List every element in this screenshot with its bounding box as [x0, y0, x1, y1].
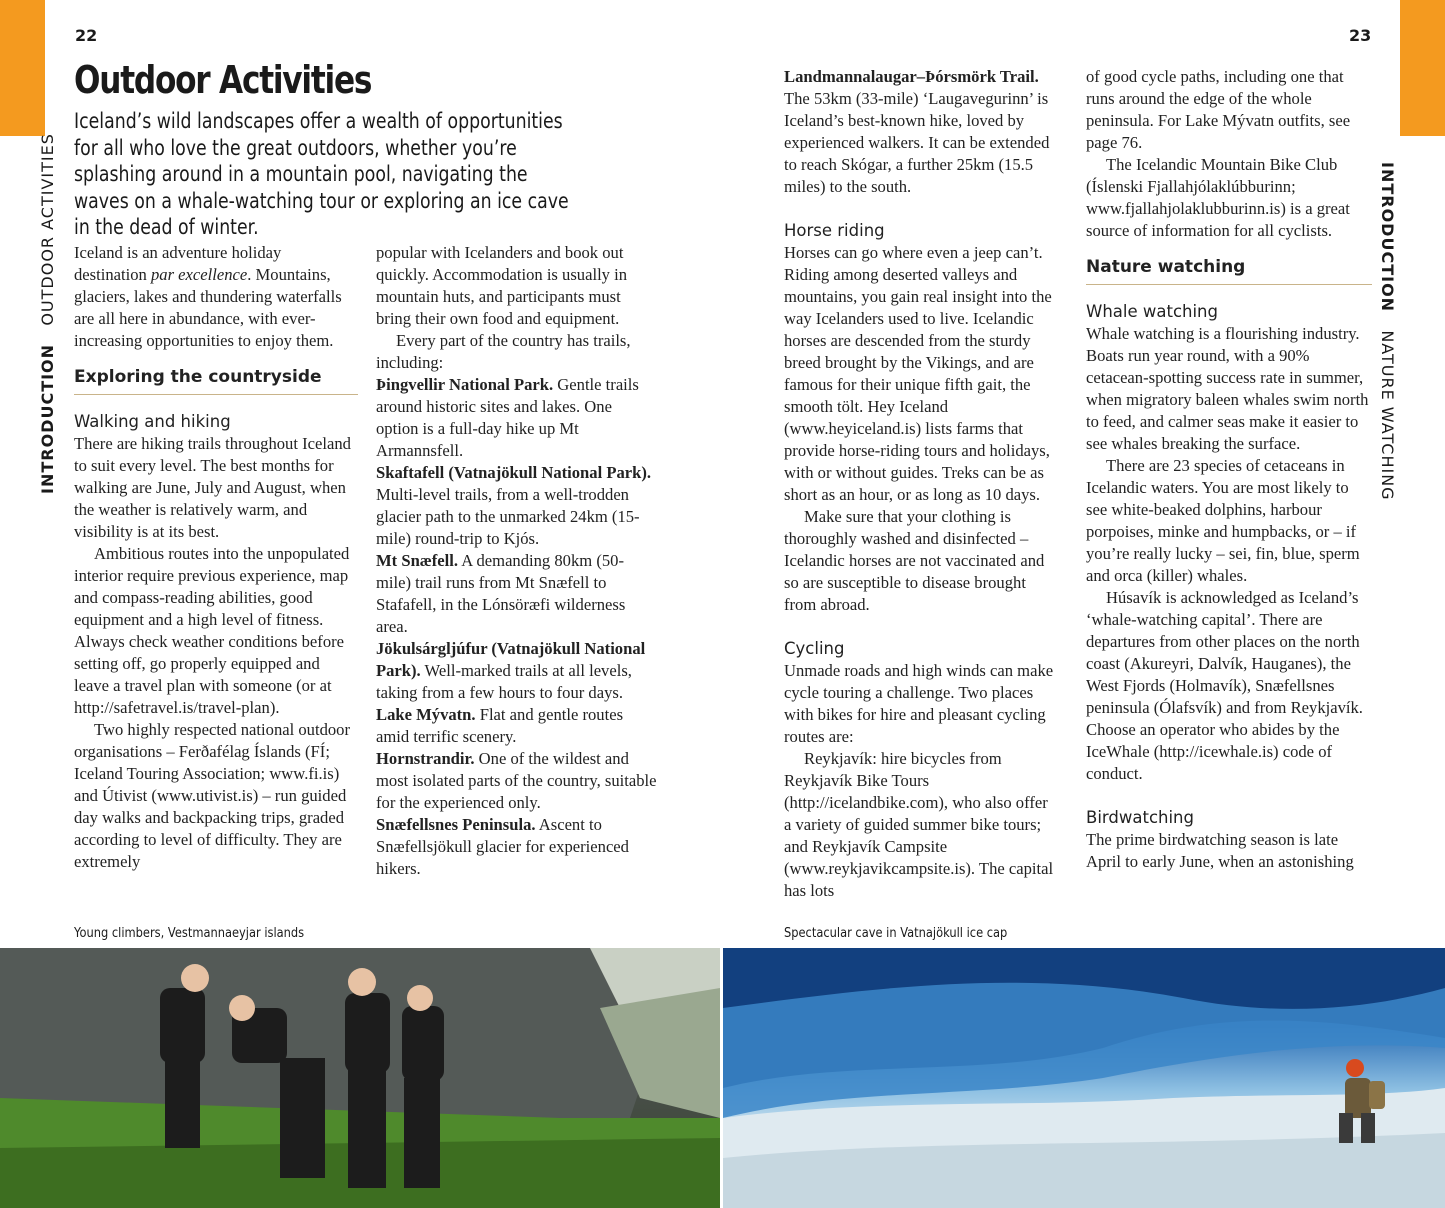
column-4	[1086, 66, 1372, 873]
trail-name: Þingvellir National Park.	[376, 375, 554, 394]
trail-name: Lake Mývatn.	[376, 705, 476, 724]
trail-text: Multi-level trails, from a well-trodden glacier path to the unmarked 24km (15-mile) round-trip to Kjós.	[376, 485, 640, 548]
side-tab-right-light: NATURE WATCHING	[1378, 330, 1397, 501]
climbers-illustration	[0, 948, 720, 1208]
trail-text: Ascent to Snæfellsjökull glacier for experienced hikers.	[376, 815, 629, 878]
text-run: . Mountains, glaciers, lakes and thundering waterfalls are all here in abundance, with ever-increasing opportunities to enjoy them.	[74, 265, 342, 350]
paragraph: of good cycle paths, including one that runs around the edge of the whole peninsula. For Lake Mývatn outfits, see page 76.	[1086, 67, 1351, 152]
trail-text: A demanding 80km (50-mile) trail runs from Mt Snæfell to Stafafell, in the Lónsöræfi wilderness area.	[376, 551, 626, 636]
page-number-left: 22	[75, 26, 98, 45]
side-tab-right-strong: INTRODUCTION	[1378, 162, 1397, 313]
paragraph: The prime birdwatching season is late April to early June, when an astonishing	[1086, 830, 1354, 871]
trail-name: Skaftafell (Vatnajökull National Park).	[376, 463, 652, 482]
side-tab-left-strong: INTRODUCTION	[38, 343, 57, 494]
trail-entry	[376, 550, 658, 638]
spacer	[784, 198, 1058, 220]
page-title: Outdoor Activities	[74, 58, 372, 102]
trail-entry	[376, 704, 658, 748]
trail-text: One of the wildest and most isolated parts of the country, suitable for the experienced only.	[376, 749, 657, 812]
photo-ice-cave	[723, 948, 1445, 1208]
trail-text: The 53km (33-mile) ‘Laugavegurinn’ is Iceland’s best-known hike, loved by experienced walkers. It can be extended to reach Skógar, a further 25km (15.5 miles) to the south.	[784, 89, 1050, 196]
orange-tab-left	[0, 0, 45, 136]
trail-name: Hornstrandir.	[376, 749, 475, 768]
subheading-whale-watching: Whale watching	[1086, 302, 1218, 321]
side-tab-left-light: OUTDOOR ACTIVITIES	[38, 133, 57, 326]
intro-text: Iceland’s wild landscapes offer a wealth of opportunities for all who love the great outdoors, whether you’re splashing around in a mountain pool, navigating the waves on a whale-watching tour or exploring an ice cave in the dead of winter.	[74, 109, 569, 239]
column-1	[74, 242, 358, 873]
paragraph: Whale watching is a flourishing industry. Boats run year round, with a 90% cetacean-spotting success rate in summer, when migratory baleen whales swim north to feed, and calmer seas make it easier to see whales breaking the surface.	[1086, 324, 1369, 453]
spacer	[1086, 785, 1372, 807]
paragraph: Make sure that your clothing is thoroughly washed and disinfected – Icelandic horses are not vaccinated and so are susceptible to disease brought from abroad.	[784, 507, 1045, 614]
trail-name: Landmannalaugar–Þórsmörk Trail.	[784, 67, 1039, 86]
text-run: Iceland is an adventure holiday destination	[74, 243, 282, 284]
paragraph: Húsavík is acknowledged as Iceland’s ‘whale-watching capital’. There are departures from other places on the north coast (Akureyri, Dalvík, Hauganes), the West Fjords (Holmavík), Snæfellsnes peninsula (Ólafsvík) and from Reykjavík. Choose an operator who abides by the IceWhale (http://icewhale.is) code of conduct.	[1086, 588, 1363, 783]
italic-text: par excellence	[150, 265, 248, 284]
trail-text: Well-marked trails at all levels, taking from a few hours to four days.	[376, 661, 632, 702]
ice-cave-illustration	[723, 948, 1445, 1208]
subheading-walking: Walking and hiking	[74, 412, 231, 431]
paragraph: Ambitious routes into the unpopulated interior require previous experience, map and compass-reading abilities, good equipment and a high level of fitness. Always check weather conditions before setting off, go properly equipped and leave a travel plan with someone (or at http://safetravel.is/travel-plan).	[74, 544, 350, 717]
trail-name: Jökulsárgljúfur (Vatnajökull National Park).	[376, 639, 646, 680]
paragraph: Every part of the country has trails, including:	[376, 331, 631, 372]
subheading-birdwatching: Birdwatching	[1086, 808, 1194, 827]
trail-name: Snæfellsnes Peninsula.	[376, 815, 536, 834]
paragraph: Horses can go where even a jeep can’t. Riding among deserted valleys and mountains, you gain real insight into the way Icelanders used to live. Icelandic horses are descended from the sturdy breed brought by the Vikings, and are famous for their unique fifth gait, the smooth tölt. Hey Iceland (www.heyiceland.is) lists farms that provide horse-riding tours and holidays, with or without guides. Treks can be as short as an hour, or as long as 10 days.	[784, 243, 1052, 504]
column-3	[784, 66, 1058, 902]
paragraph	[74, 242, 358, 352]
caption-right: Spectacular cave in Vatnajökull ice cap	[784, 926, 1008, 941]
trail-entry	[376, 638, 658, 704]
side-tab-right	[1378, 162, 1397, 501]
subheading-horse-riding: Horse riding	[784, 221, 885, 240]
trail-text: Gentle trails around historic sites and lakes. One option is a full-day hike up Mt Armannsfell.	[376, 375, 639, 460]
column-2	[376, 242, 658, 880]
subheading-cycling: Cycling	[784, 639, 845, 658]
trail-entry	[784, 66, 1058, 198]
paragraph: The Icelandic Mountain Bike Club (Íslenski Fjallahjólaklúbburinn; www.fjallahjolaklubburinn.is) is a great source of information for all cyclists.	[1086, 155, 1350, 240]
side-tab-left	[38, 133, 57, 494]
trail-text: Flat and gentle routes amid terrific scenery.	[376, 705, 624, 746]
page-number-right: 23	[1349, 26, 1372, 45]
spacer	[784, 616, 1058, 638]
section-heading-countryside: Exploring the countryside	[74, 366, 358, 395]
trail-entry	[376, 814, 658, 880]
trail-entry	[376, 462, 658, 550]
section-heading-nature: Nature watching	[1086, 256, 1372, 285]
paragraph: There are 23 species of cetaceans in Icelandic waters. You are most likely to see white-beaked dolphins, harbour porpoises, minke and humpbacks, or – if you’re really lucky – sei, fin, blue, sperm and orca (killer) whales.	[1086, 456, 1360, 585]
photo-climbers	[0, 948, 720, 1208]
paragraph: Unmade roads and high winds can make cycle touring a challenge. Two places with bikes for hire and pleasant cycling routes are:	[784, 661, 1054, 746]
trail-entry	[376, 374, 658, 462]
paragraph: Two highly respected national outdoor organisations – Ferðafélag Íslands (FÍ; Iceland Touring Association; www.fi.is) and Útivist (www.utivist.is) – run guided day walks and backpacking trips, graded according to level of difficulty. They are extremely	[74, 720, 350, 871]
caption-left: Young climbers, Vestmannaeyjar islands	[74, 926, 305, 941]
orange-tab-right	[1400, 0, 1445, 136]
paragraph: There are hiking trails throughout Iceland to suit every level. The best months for walking are June, July and August, when the weather is relatively warm, and visibility is at its best.	[74, 434, 351, 541]
trail-entry	[376, 748, 658, 814]
paragraph: Reykjavík: hire bicycles from Reykjavík Bike Tours (http://icelandbike.com), who also offer a variety of guided summer bike tours; and Reykjavík Campsite (www.reykjavikcampsite.is). The capital has lots	[784, 749, 1054, 900]
trail-name: Mt Snæfell.	[376, 551, 459, 570]
paragraph: popular with Icelanders and book out quickly. Accommodation is usually in mountain huts, and participants must bring their own food and equipment.	[376, 243, 628, 328]
